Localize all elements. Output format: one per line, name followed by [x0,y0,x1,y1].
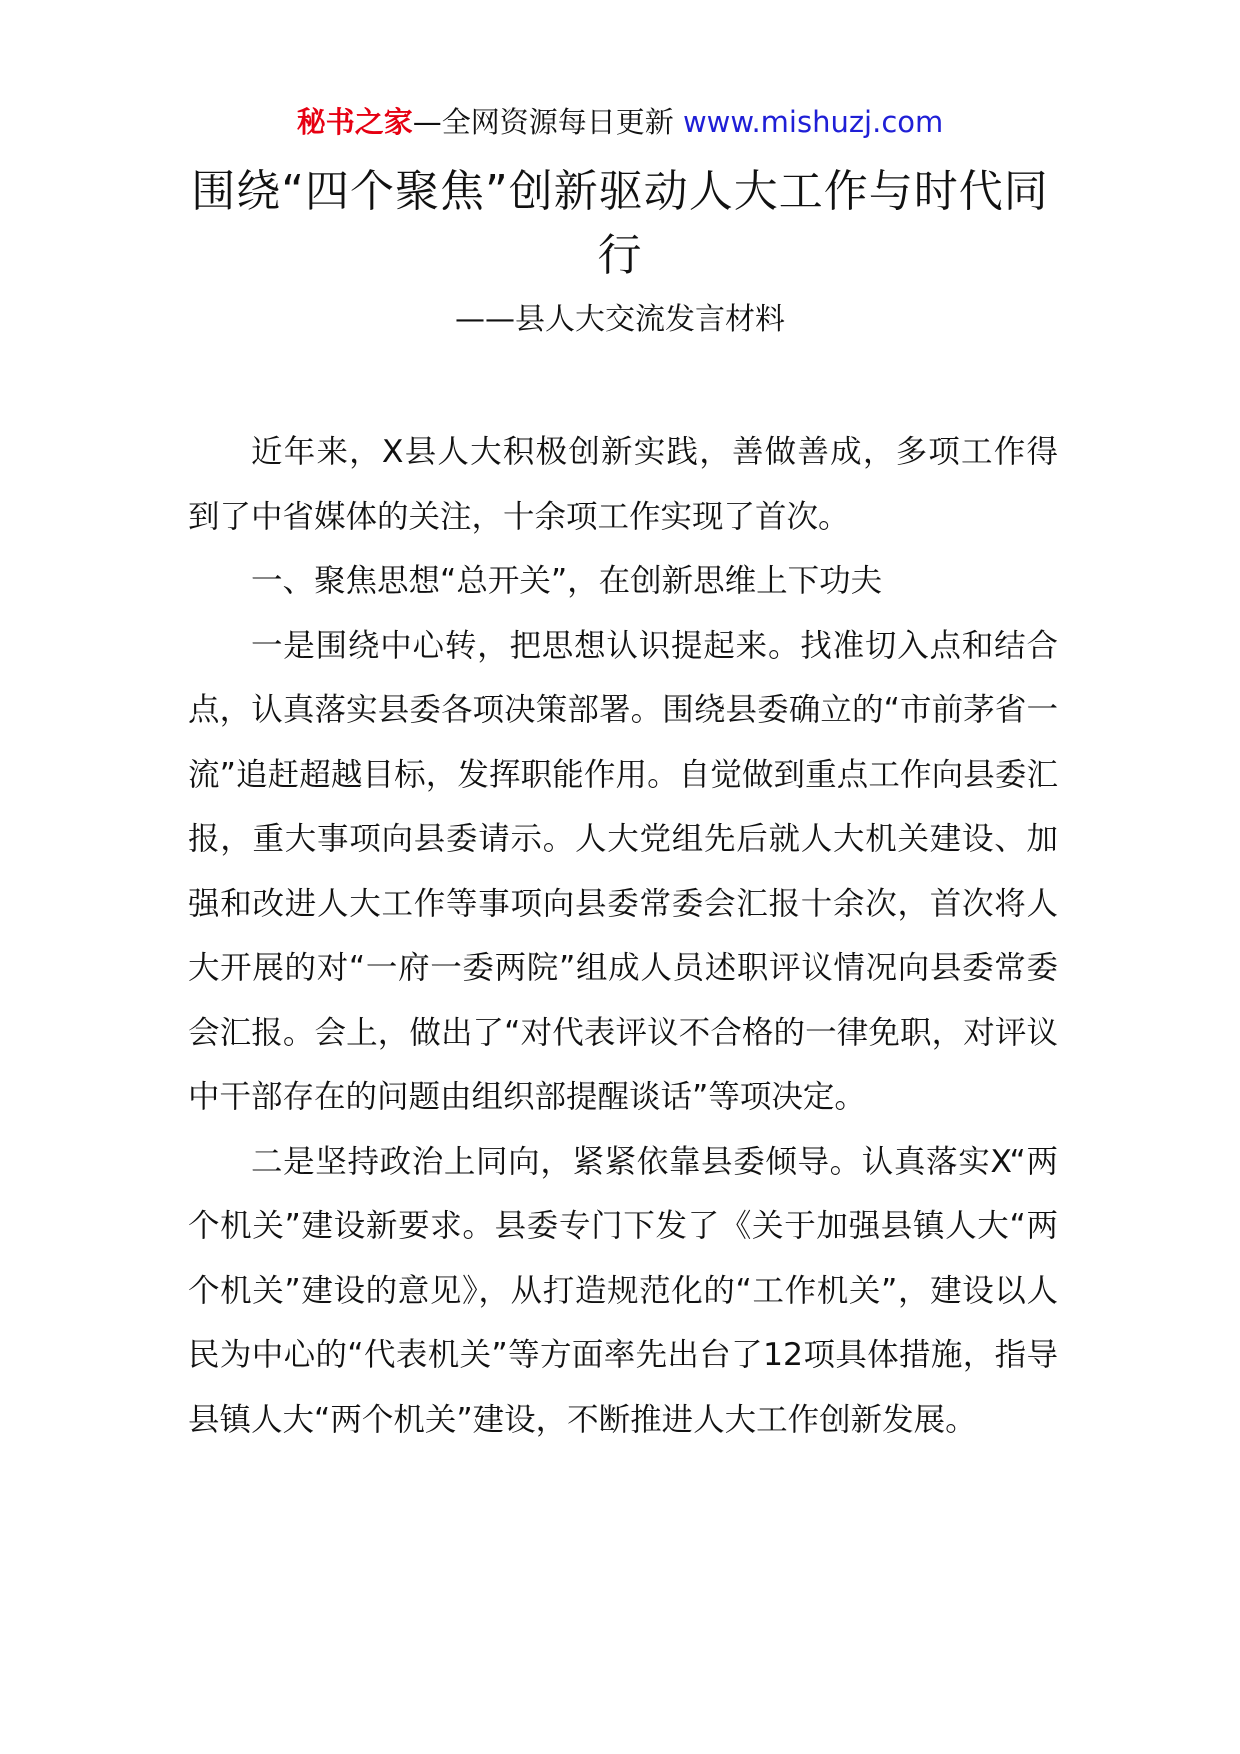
document-body [188,420,1058,1452]
paragraph-intro: 近年来，X县人大积极创新实践，善做善成，多项工作得到了中省媒体的关注，十余项工作实现了首次。 [188,434,1058,535]
header-banner [0,102,1240,142]
document-subtitle: ——县人大交流发言材料 [455,302,785,337]
brand-name: 秘书之家 [296,105,413,139]
paragraph-point-one: 一是围绕中心转，把思想认识提起来。找准切入点和结合点，认真落实县委各项决策部署。围绕县委确立的“市前茅省一流”追赶超越目标，发挥职能作用。自觉做到重点工作向县委汇报，重大事项向县委请示。人大党组先后就人大机关建设、加强和改进人大工作等事项向县委常委会汇报十余次，首次将人大开展的对“一府一委两院”组成人员述职评议情况向县委常委会汇报。会上，做出了“对代表评议不合格的一律免职，对评议中干部存在的问题由组织部提醒谈话”等项决定。 [188,627,1058,1115]
header-tagline: —全网资源每日更新 [412,105,683,139]
website-link[interactable]: www.mishuzj.com [682,105,944,139]
section-heading: 一、聚焦思想“总开关”，在创新思维上下功夫 [251,563,883,599]
document-title: 围绕“四个聚焦”创新驱动人大工作与时代同行 [191,166,1049,281]
paragraph-point-two: 二是坚持政治上同向，紧紧依靠县委倾导。认真落实X“两个机关”建设新要求。县委专门下发了《关于加强县镇人大“两个机关”建设的意见》，从打造规范化的“工作机关”，建设以人民为中心的“代表机关”等方面率先出台了12项具体措施，指导县镇人大“两个机关”建设，不断推进人大工作创新发展。 [188,1143,1058,1438]
